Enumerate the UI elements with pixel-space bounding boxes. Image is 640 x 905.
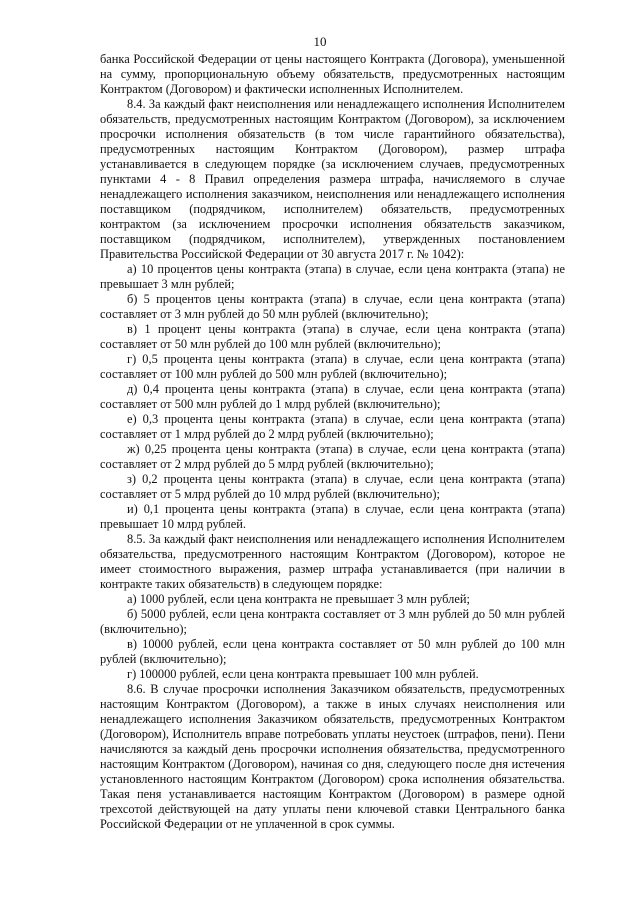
page-number: 10 [313, 34, 327, 49]
paragraph: е) 0,3 процента цены контракта (этапа) в случае, если цена контракта (этапа) составляет от 1 млрд рублей до 2 млрд рублей (включительно); [100, 412, 565, 441]
paragraph: д) 0,4 процента цены контракта (этапа) в случае, если цена контракта (этапа) составляет от 500 млн рублей до 1 млрд рублей (включительно); [100, 382, 565, 411]
paragraph: з) 0,2 процента цены контракта (этапа) в случае, если цена контракта (этапа) составляет от 5 млрд рублей до 10 млрд рублей (включительно); [100, 472, 565, 501]
paragraph: и) 0,1 процента цены контракта (этапа) в случае, если цена контракта (этапа) превышает 10 млрд рублей. [100, 502, 565, 531]
paragraph: б) 5 процентов цены контракта (этапа) в случае, если цена контракта (этапа) составляет от 3 млн рублей до 50 млн рублей (включительно); [100, 292, 565, 321]
paragraph: 8.4. За каждый факт неисполнения или ненадлежащего исполнения Исполнителем обязательств, предусмотренных настоящим Контрактом (Договором), за исключением просрочки исполнения обязательств (в том числе гарантийного обязательства), предусмотренных настоящим Контрактом (Договором), размер штрафа устанавливается в следующем порядке (за исключением случаев, предусмотренных пунктами 4 - 8 Правил определения размера штрафа, начисляемого в случае ненадлежащего исполнения заказчиком, неисполнения или ненадлежащего исполнения поставщиком (подрядчиком, исполнителем) обязательств, предусмотренных контрактом (за исключением просрочки исполнения обязательств заказчиком, поставщиком (подрядчиком, исполнителем), утвержденных постановлением Правительства Российской Федерации от 30 августа 2017 г. № 1042): [100, 97, 565, 261]
paragraph: б) 5000 рублей, если цена контракта составляет от 3 млн рублей до 50 млн рублей (включительно); [100, 607, 565, 636]
paragraph: в) 10000 рублей, если цена контракта составляет от 50 млн рублей до 100 млн рублей (включительно); [100, 637, 565, 666]
paragraph: 8.6. В случае просрочки исполнения Заказчиком обязательств, предусмотренных настоящим Контрактом (Договором), а также в иных случаях неисполнения или ненадлежащего исполнения Заказчиком обязательств, предусмотренных Контрактом (Договором), Исполнитель вправе потребовать уплаты неустоек (штрафов, пени). Пени начисляются за каждый день просрочки исполнения обязательства, предусмотренного настоящим Контрактом (Договором), начиная со дня, следующего после дня истечения установленного настоящим Контрактом (Договором) срока исполнения обязательства. Такая пеня устанавливается настоящим Контрактом (Договором) в размере одной трехсотой действующей на дату уплаты пени ключевой ставки Центрального банка Российской Федерации от не уплаченной в срок суммы. [100, 682, 565, 831]
paragraph: 8.5. За каждый факт неисполнения или ненадлежащего исполнения Исполнителем обязательства, предусмотренного настоящим Контрактом (Договором), которое не имеет стоимостного выражения, размер штрафа устанавливается (при наличии в контракте таких обязательств) в следующем порядке: [100, 532, 565, 591]
paragraph: а) 1000 рублей, если цена контракта не превышает 3 млн рублей; [127, 592, 470, 606]
paragraph: г) 100000 рублей, если цена контракта превышает 100 млн рублей. [127, 667, 479, 681]
paragraph: в) 1 процент цены контракта (этапа) в случае, если цена контракта (этапа) составляет от 50 млн рублей до 100 млн рублей (включительно); [100, 322, 565, 351]
paragraph: банка Российской Федерации от цены настоящего Контракта (Договора), уменьшенной на сумму, пропорциональную объему обязательств, предусмотренных настоящим Контрактом (Договором) и фактически исполненных Исполнителем. [100, 52, 565, 96]
paragraph: г) 0,5 процента цены контракта (этапа) в случае, если цена контракта (этапа) составляет от 100 млн рублей до 500 млн рублей (включительно); [100, 352, 565, 381]
paragraph: а) 10 процентов цены контракта (этапа) в случае, если цена контракта (этапа) не превышает 3 млн рублей; [100, 262, 565, 291]
document-body [100, 52, 565, 832]
paragraph: ж) 0,25 процента цены контракта (этапа) в случае, если цена контракта (этапа) составляет от 2 млрд рублей до 5 млрд рублей (включительно); [100, 442, 565, 471]
